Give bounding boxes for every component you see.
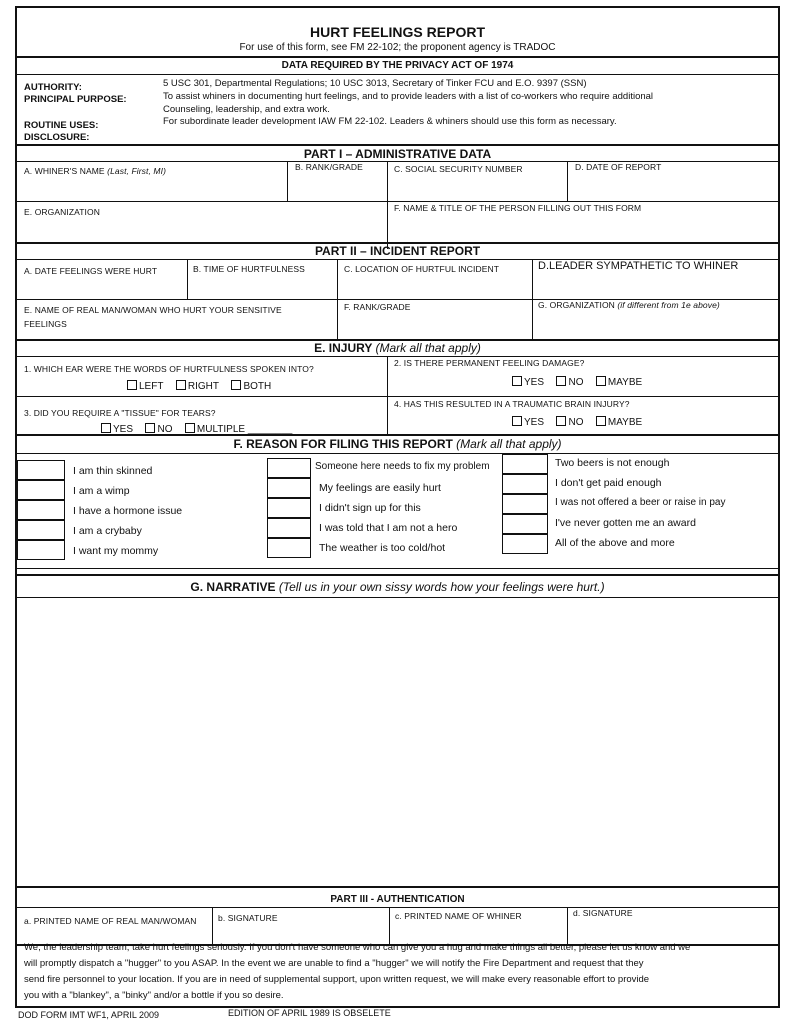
reason-checkbox[interactable] [17, 540, 65, 560]
reason-item: My feelings are easily hurt [319, 482, 441, 494]
whiner-signature-label: d. SIGNATURE [573, 908, 633, 918]
reason-checkbox[interactable] [267, 538, 311, 558]
reason-checkbox[interactable] [267, 498, 311, 518]
reason-item: Someone here needs to fix my problem [315, 461, 490, 472]
reason-checkbox[interactable] [267, 518, 311, 538]
feeling-damage-question: 2. IS THERE PERMANENT FEELING DAMAGE? [394, 358, 585, 368]
ear-left-option[interactable]: LEFT [127, 381, 163, 392]
form-subtitle: For use of this form, see FM 22-102; the proponent agency is TRADOC [239, 42, 556, 53]
date-of-report-label: D. DATE OF REPORT [575, 162, 662, 172]
checkbox[interactable] [556, 416, 566, 426]
reason-item: The weather is too cold/hot [319, 542, 446, 554]
part3-heading: PART III - AUTHENTICATION [330, 894, 465, 905]
tissue-question: 3. DID YOU REQUIRE A "TISSUE" FOR TEARS? [24, 408, 216, 418]
reason-item: I am thin skinned [73, 465, 153, 477]
reason-checkbox[interactable] [502, 494, 548, 514]
real-person-label-1: E. NAME OF REAL MAN/WOMAN WHO HURT YOUR SENSITIVE [24, 305, 282, 315]
leader-sympathetic-label: D.LEADER SYMPATHETIC TO WHINER [538, 260, 739, 272]
reason-item: Two beers is not enough [555, 457, 670, 469]
reason-item: I have a hormone issue [73, 505, 183, 517]
reason-checkbox[interactable] [17, 500, 65, 520]
real-person-printed-name-label: a. PRINTED NAME OF REAL MAN/WOMAN [24, 916, 197, 926]
checkbox[interactable] [512, 376, 522, 386]
whiner-printed-name-label: c. PRINTED NAME OF WHINER [395, 911, 522, 921]
reason-item: I was told that I am not a hero [319, 522, 458, 534]
time-hurtfulness-label: B. TIME OF HURTFULNESS [193, 264, 305, 274]
reason-checkbox[interactable] [17, 520, 65, 540]
checkbox[interactable] [512, 416, 522, 426]
real-person-signature-label: b. SIGNATURE [218, 913, 278, 923]
reason-checkbox[interactable] [267, 458, 311, 478]
edition-note: EDITION OF APRIL 1989 IS OBSELETE [228, 1008, 391, 1018]
reason-item: I don't get paid enough [555, 477, 662, 489]
reason-item: I was not offered a beer or raise in pay [555, 497, 726, 508]
reason-item: I didn't sign up for this [319, 502, 421, 514]
reason-checkbox[interactable] [502, 474, 548, 494]
checkbox[interactable] [127, 380, 137, 390]
reason-item: All of the above and more [555, 537, 675, 549]
checkbox[interactable] [145, 423, 155, 433]
authority-text: 5 USC 301, Departmental Regulations; 10 USC 3013, Secretary of Tinker FCU and E.O. 9397 (SSN) [163, 78, 587, 89]
tbi-yes-option[interactable]: YES [512, 417, 544, 428]
purpose-text-2: Counseling, leadership, and extra work. [163, 104, 330, 115]
ear-right-option[interactable]: RIGHT [176, 381, 219, 392]
tbi-no-option[interactable]: NO [556, 417, 583, 428]
part1-heading: PART I – ADMINISTRATIVE DATA [303, 147, 492, 161]
privacy-heading: DATA REQUIRED BY THE PRIVACY ACT OF 1974 [281, 60, 514, 71]
footer-line-1: We, the leadership team, take hurt feelings seriously. If you don't have someone who can give you a hug and make things all better, please let us know and we [24, 942, 691, 953]
damage-yes-option[interactable]: YES [512, 377, 544, 388]
reason-item: I am a wimp [73, 485, 130, 497]
narrative-heading: G. NARRATIVE (Tell us in your own sissy words how your feelings were hurt.) [190, 580, 605, 594]
whiner-name-label: A. WHINER'S NAME (Last, First, MI) [24, 166, 166, 176]
reason-checkbox[interactable] [267, 478, 311, 498]
routine-label: ROUTINE USES: [24, 120, 99, 131]
reason-checkbox[interactable] [17, 460, 65, 480]
reason-checkbox[interactable] [502, 514, 548, 534]
ear-question: 1. WHICH EAR WERE THE WORDS OF HURTFULNESS SPOKEN INTO? [24, 364, 314, 374]
footer-line-4: you with a "blankey", a "binky" and/or a bottle if you so desire. [24, 990, 284, 1001]
footer-line-2: will promptly dispatch a "hugger" to you ASAP. In the event we are unable to find a "hugger" we will notify the Fire Department and request that they [24, 958, 644, 969]
checkbox[interactable] [556, 376, 566, 386]
date-hurt-label: A. DATE FEELINGS WERE HURT [24, 266, 158, 276]
ssn-label: C. SOCIAL SECURITY NUMBER [394, 164, 523, 174]
tissue-no-option[interactable]: NO [145, 424, 172, 435]
tissue-multiple-option[interactable]: MULTIPLE ________ [185, 424, 292, 435]
offender-rank-label: F. RANK/GRADE [344, 302, 411, 312]
reason-item: I've never gotten me an award [555, 517, 696, 529]
ear-both-option[interactable]: BOTH [231, 381, 271, 392]
reason-checkbox[interactable] [17, 480, 65, 500]
checkbox[interactable] [596, 376, 606, 386]
narrative-area[interactable] [17, 598, 778, 886]
reason-item: I am a crybaby [73, 525, 142, 537]
checkbox[interactable] [176, 380, 186, 390]
rank-grade-label: B. RANK/GRADE [295, 162, 363, 172]
brain-injury-question: 4. HAS THIS RESULTED IN A TRAUMATIC BRAIN INJURY? [394, 399, 630, 409]
form-id: DOD FORM IMT WF1, APRIL 2009 [18, 1010, 160, 1020]
purpose-label: PRINCIPAL PURPOSE: [24, 94, 127, 105]
organization-label: E. ORGANIZATION [24, 207, 100, 217]
reason-item: I want my mommy [73, 545, 159, 557]
routine-text: For subordinate leader development IAW FM 22-102. Leaders & whiners should use this form as necessary. [163, 116, 617, 127]
reason-checkbox[interactable] [502, 454, 548, 474]
checkbox[interactable] [231, 380, 241, 390]
tissue-yes-option[interactable]: YES [101, 424, 133, 435]
feeling-damage-options [512, 372, 650, 390]
part2-heading: PART II – INCIDENT REPORT [314, 244, 481, 258]
injury-heading: E. INJURY (Mark all that apply) [314, 341, 481, 355]
checkbox[interactable] [101, 423, 111, 433]
tbi-maybe-option[interactable]: MAYBE [596, 417, 642, 428]
checkbox[interactable] [596, 416, 606, 426]
form-title: HURT FEELINGS REPORT [309, 24, 485, 40]
footer-line-3: send fire personnel to your location. If you are in need of supplemental support, upon written request, we will make every reasonable effort to provide [24, 974, 650, 985]
brain-injury-options [512, 412, 650, 430]
damage-maybe-option[interactable]: MAYBE [596, 377, 642, 388]
authority-label: AUTHORITY: [24, 82, 82, 93]
real-person-label-2: FEELINGS [24, 319, 67, 329]
reason-checkbox[interactable] [502, 534, 548, 554]
ear-options [127, 376, 279, 394]
offender-org-label: G. ORGANIZATION (if different from 1e above) [538, 300, 720, 310]
reason-heading: F. REASON FOR FILING THIS REPORT (Mark all that apply) [233, 437, 562, 451]
hurt-feelings-form [15, 6, 780, 1008]
location-label: C. LOCATION OF HURTFUL INCIDENT [344, 264, 500, 274]
damage-no-option[interactable]: NO [556, 377, 583, 388]
checkbox[interactable] [185, 423, 195, 433]
purpose-text-1: To assist whiners in documenting hurt feelings, and to provide leaders with a list of co-workers who require additional [163, 91, 654, 102]
disclosure-label: DISCLOSURE: [24, 132, 90, 143]
preparer-name-label: F. NAME & TITLE OF THE PERSON FILLING OUT THIS FORM [394, 203, 642, 213]
